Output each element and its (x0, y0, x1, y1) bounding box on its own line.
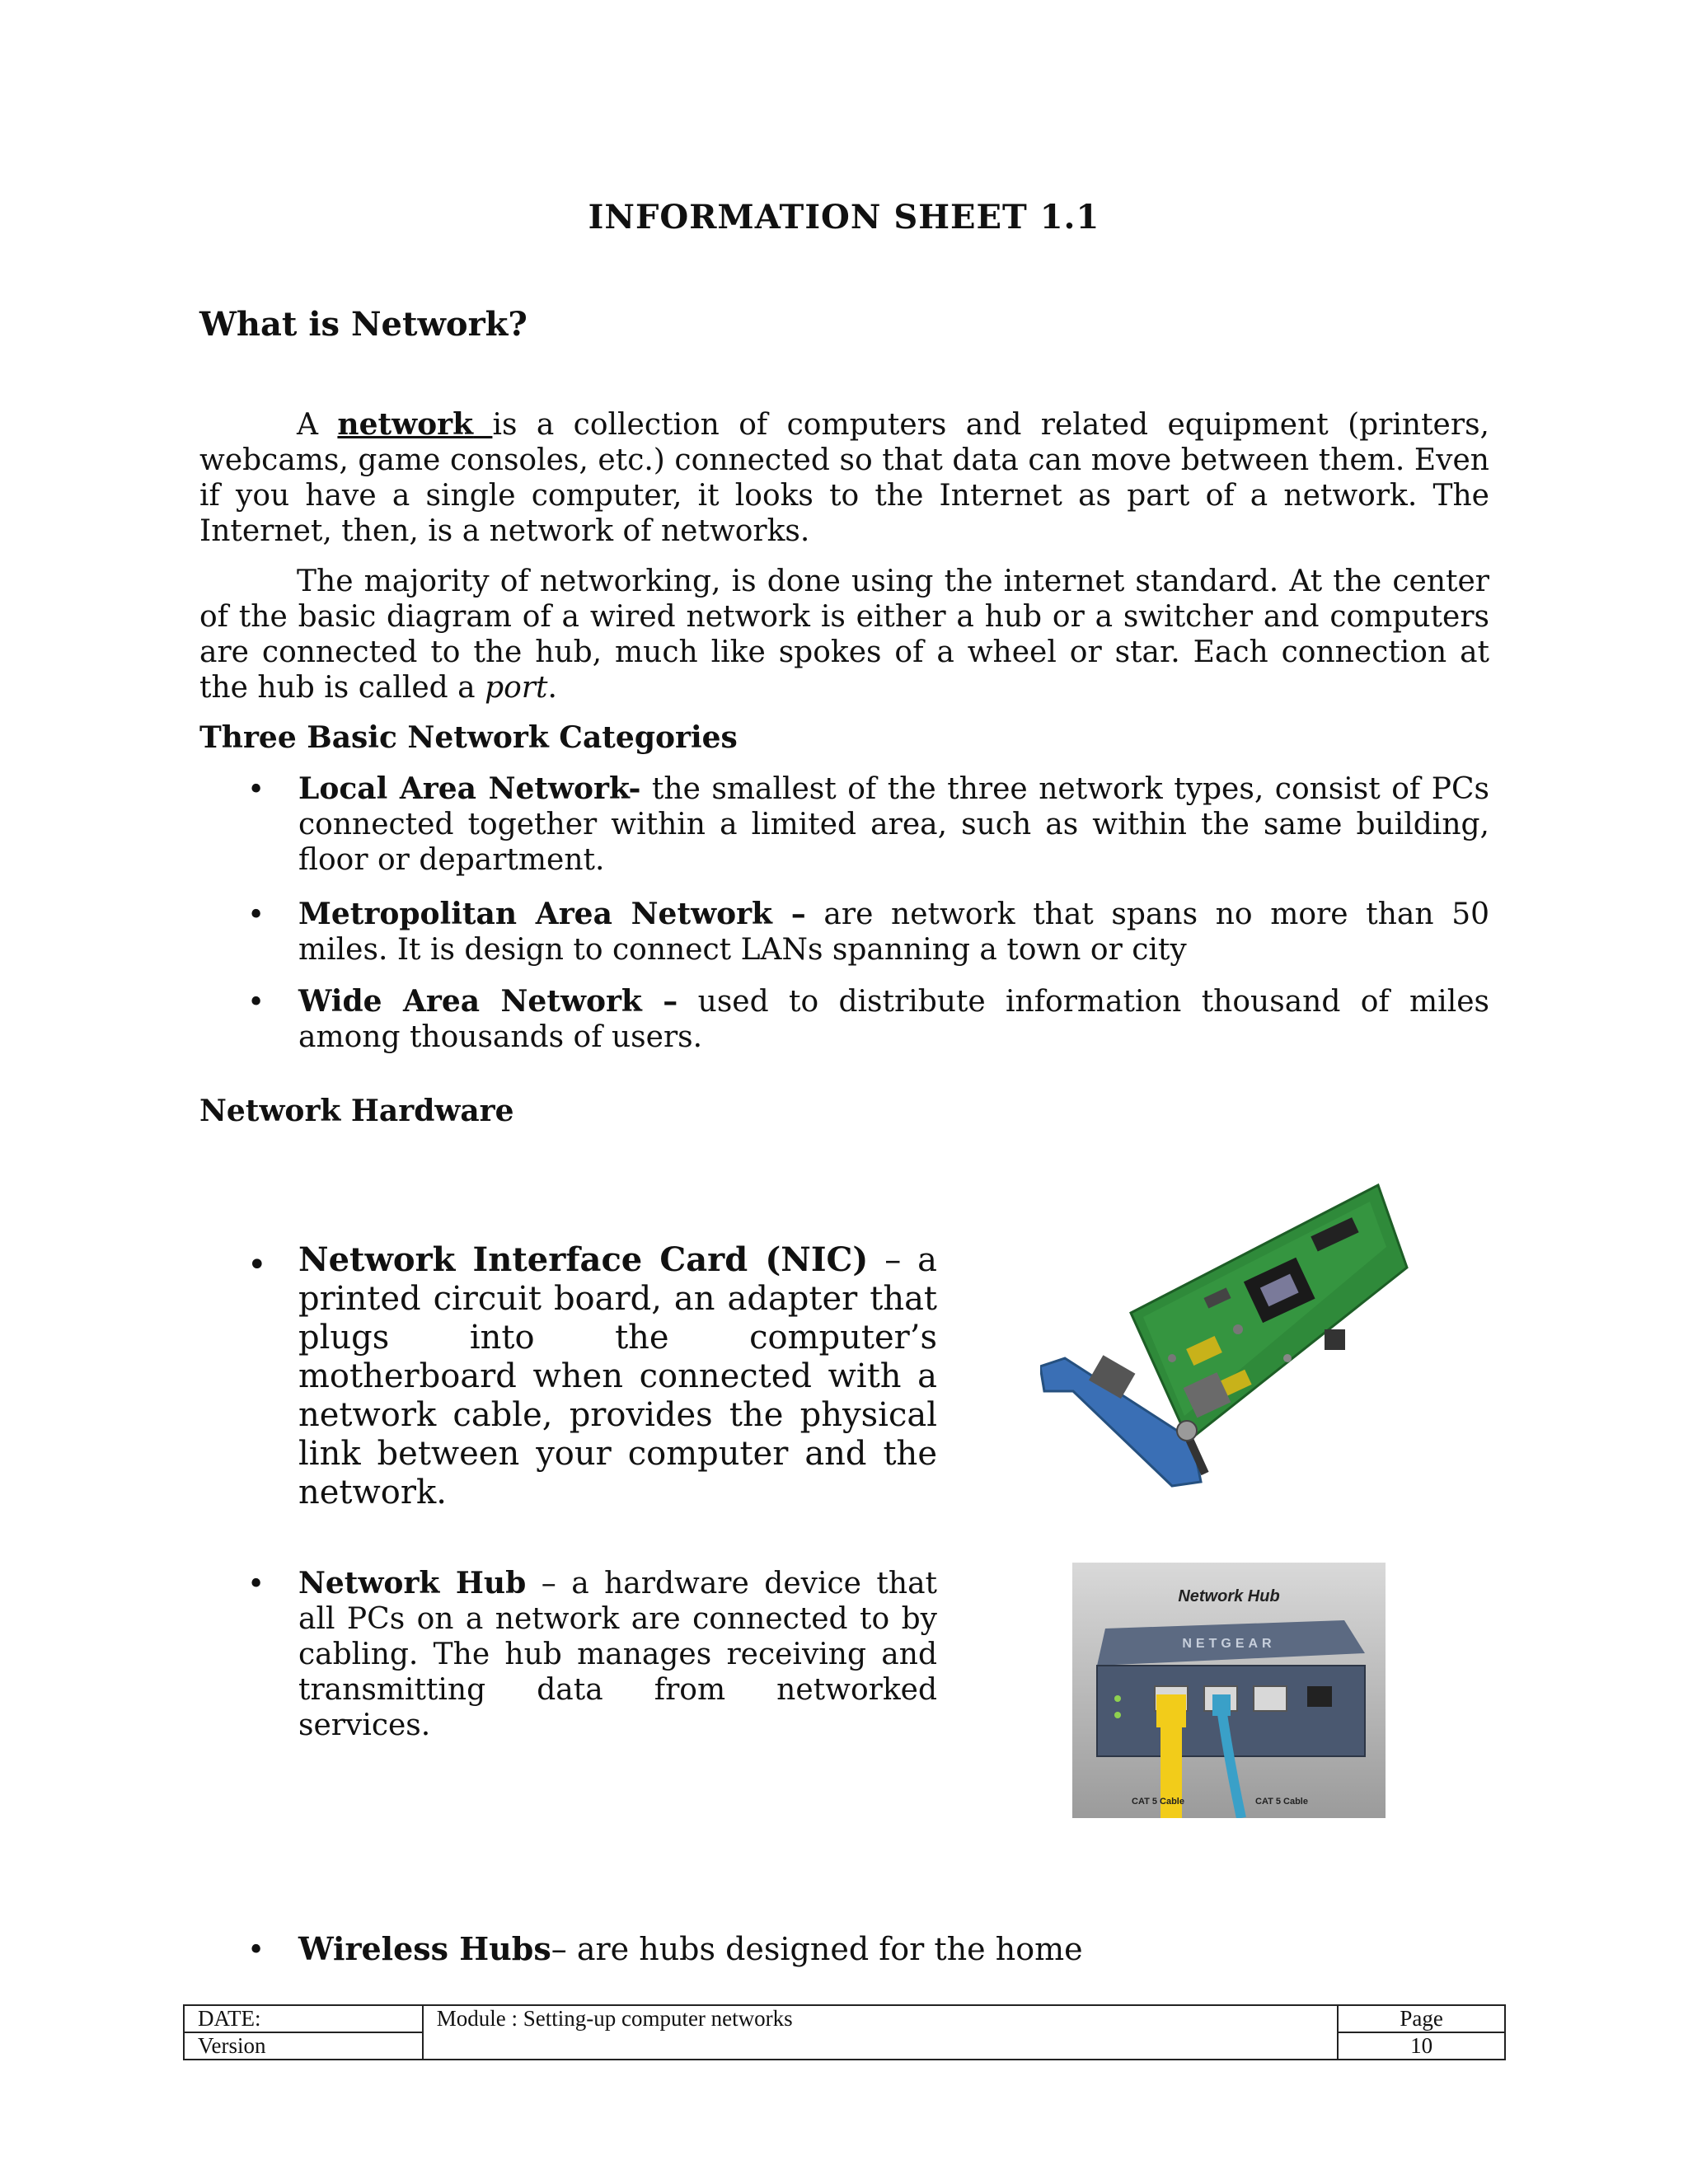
sheet-title: INFORMATION SHEET 1.1 (588, 198, 1100, 237)
bullet-dot: • (247, 1246, 267, 1284)
category-term: Local Area Network- (298, 771, 641, 806)
network-hub-image (1072, 1563, 1386, 1818)
category-term: Metropolitan Area Network – (298, 897, 806, 931)
bullet-dot: • (247, 898, 265, 932)
hub-brand: NETGEAR (1182, 1637, 1276, 1651)
footer-page-number: 10 (1338, 2032, 1505, 2060)
category-item-wan: Wide Area Network – used to distribute information thousand of miles among thousands of users. (298, 984, 1489, 1054)
categories-heading: Three Basic Network Categories (199, 720, 738, 755)
hardware-heading: Network Hardware (199, 1094, 514, 1128)
category-term: Wide Area Network – (298, 984, 678, 1019)
hardware-term: Network Interface Card (NIC) (298, 1240, 869, 1279)
network-term: network (337, 407, 474, 442)
intro-lead: A (297, 408, 318, 442)
intro-paragraph-2: The majority of networking, is done using the internet standard. At the center of the basic diagram of a wired network is either a hub or a switcher and computers are connected to the hub, much like spokes of a wheel or star. Each connection at the hub is called a port. (199, 565, 1489, 705)
hub-image-title: Network Hub (1178, 1587, 1280, 1605)
nic-card-image (1040, 1169, 1411, 1490)
footer-table (183, 2004, 1506, 2060)
cable-label-right: CAT 5 Cable (1255, 1797, 1308, 1807)
footer-page-label: Page (1338, 2005, 1505, 2032)
intro-text-2: The majority of networking, is done using the internet standard. At the center of the basic diagram of a wired network is either a hub or a switcher and computers are connected to the hub, much like spokes of a wheel or star. Each connection at the hub is called a (199, 565, 1489, 705)
hardware-item-nic: Network Interface Card (NIC) – a printed circuit board, an adapter that plugs into the computer’s motherboard when connected with a network cable, provides the physical link between your computer and the network. (298, 1240, 937, 1511)
bullet-dot: • (247, 773, 265, 807)
hardware-item-wireless: Wireless Hubs– are hubs designed for the home (298, 1930, 1083, 1967)
bullet-dot: • (247, 1568, 265, 1601)
category-item-man: Metropolitan Area Network – are network that spans no more than 50 miles. It is design to connect LANs spanning a town or city (298, 897, 1490, 967)
cable-label-left: CAT 5 Cable (1132, 1797, 1184, 1807)
hardware-term: Network Hub (298, 1566, 527, 1601)
hardware-term: Wireless Hubs (298, 1930, 551, 1967)
footer-version-label: Version (184, 2032, 423, 2060)
footer-date-label: DATE: (184, 2005, 423, 2032)
intro-paragraph-1 (199, 407, 1489, 549)
bullet-dot: • (247, 986, 265, 1019)
port-term: port (485, 671, 548, 705)
hardware-item-hub: Network Hub – a hardware device that all PCs on a network are connected to by cabling. The hub manages receiving and transmitting data from networked services. (298, 1566, 937, 1742)
category-item-lan: Local Area Network- the smallest of the three network types, consist of PCs connected together within a limited area, such as within the same building, floor or department. (298, 771, 1489, 877)
intro-text: is a collection of computers and related equipment (printers, webcams, game consoles, etc.) connected so that data can move between them. Even if you have a single computer, it looks to the Internet as part of a network. The Internet, then, is a network of networks. (199, 408, 1489, 548)
bullet-dot: • (247, 1933, 265, 1967)
section-title: What is Network? (199, 305, 528, 344)
footer-module: Module : Setting-up computer networks (423, 2005, 1338, 2060)
